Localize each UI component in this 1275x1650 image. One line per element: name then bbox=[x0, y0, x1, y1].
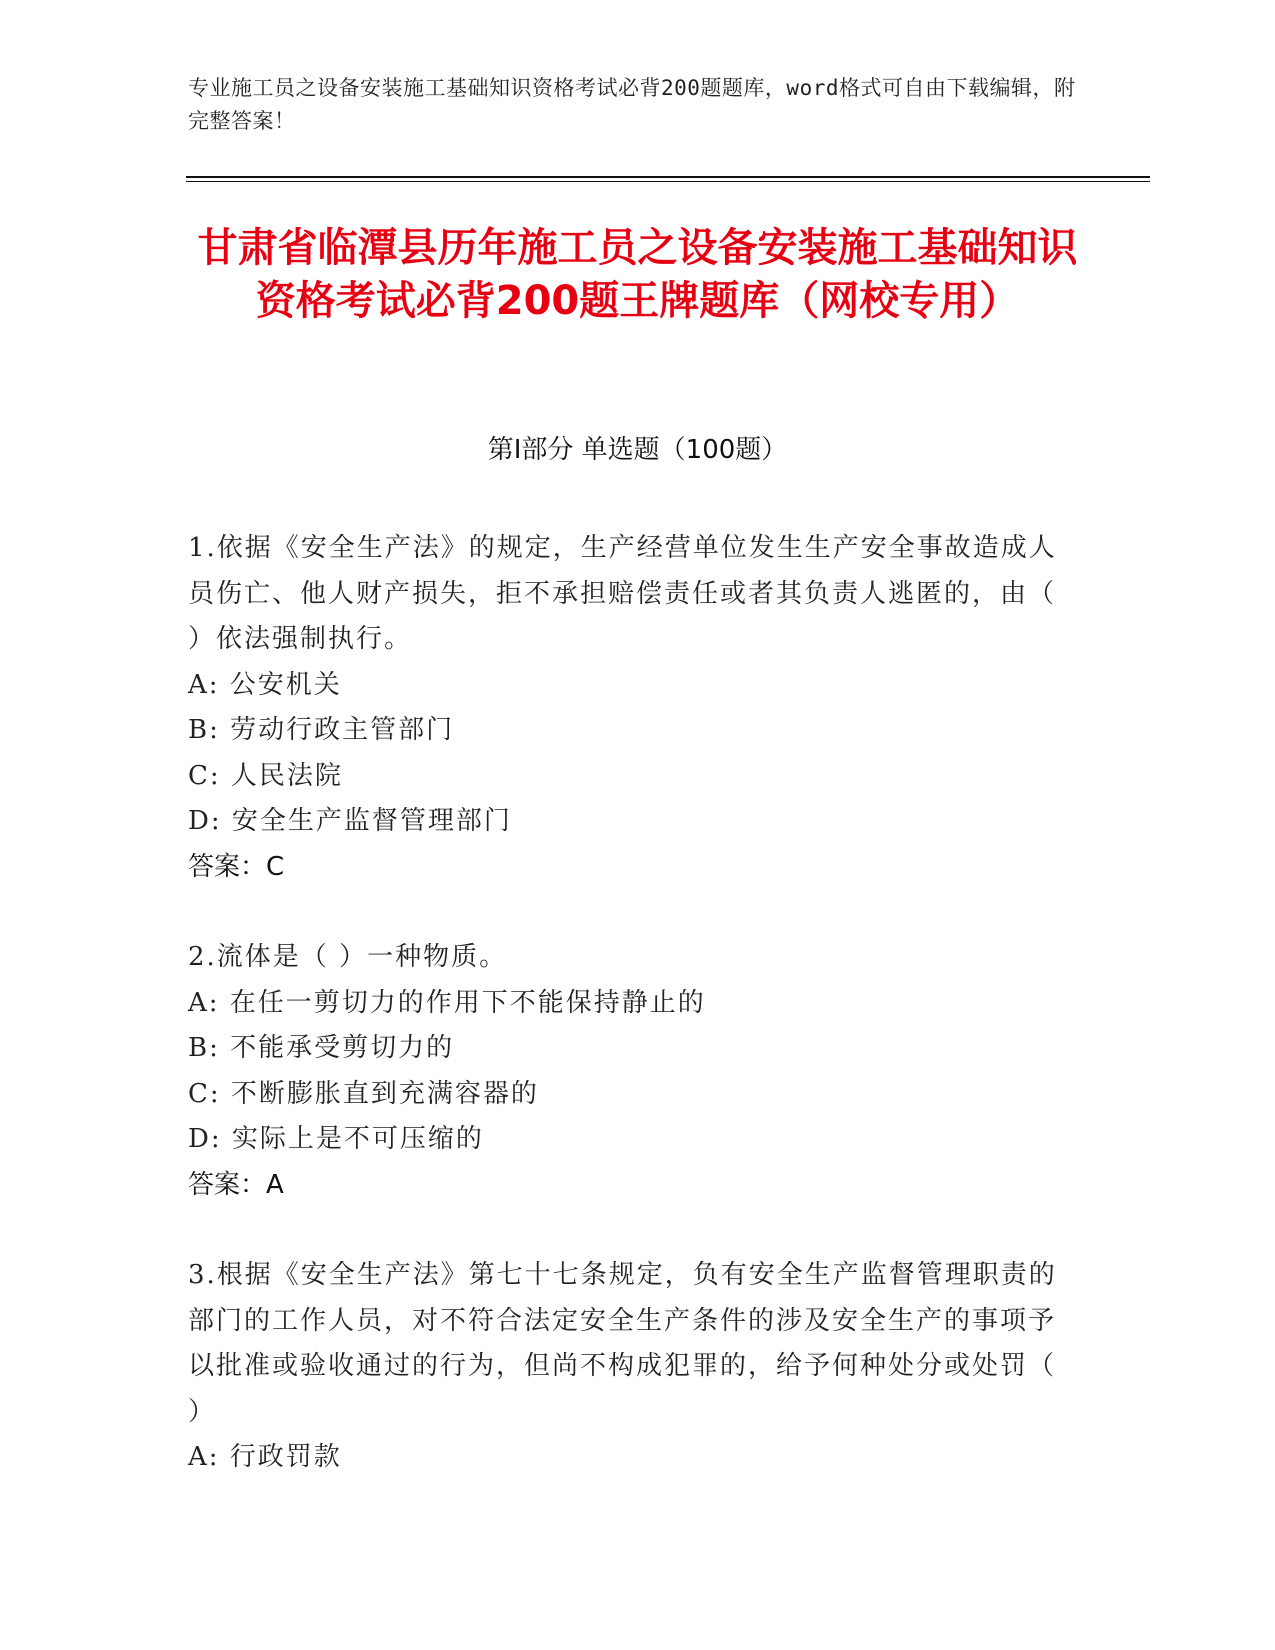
question-2 bbox=[188, 935, 1068, 1208]
option-b: B: 不能承受剪切力的 bbox=[188, 1033, 455, 1063]
header-divider bbox=[186, 176, 1150, 182]
document-title: 甘肃省临潭县历年施工员之设备安装施工基础知识资格考试必背200题王牌题库（网校专用） bbox=[197, 225, 1078, 324]
answer: 答案：A bbox=[188, 1169, 284, 1200]
question-3 bbox=[188, 1253, 1068, 1481]
option-a: A: 公安机关 bbox=[188, 669, 342, 700]
question-1 bbox=[188, 526, 1068, 890]
answer: 答案：C bbox=[188, 851, 285, 882]
section-title: 第Ⅰ部分 单选题（100题） bbox=[487, 435, 788, 465]
option-d: D: 实际上是不可压缩的 bbox=[188, 1124, 484, 1154]
question-list bbox=[188, 526, 1068, 1481]
option-b: B: 劳动行政主管部门 bbox=[188, 715, 455, 745]
option-a: A: 行政罚款 bbox=[188, 1442, 342, 1472]
question-stem: 3.根据《安全生产法》第七十七条规定，负有安全生产监督管理职责的部门的工作人员，对不符合法定安全生产条件的涉及安全生产的事项予以批准或验收通过的行为，但尚不构成犯罪的，给予何种处分或处罚（ ） bbox=[188, 1260, 1057, 1427]
option-d: D: 安全生产监督管理部门 bbox=[188, 806, 512, 836]
header-note: 专业施工员之设备安装施工基础知识资格考试必背200题题库，word格式可自由下载编辑，附完整答案！ bbox=[188, 76, 1076, 133]
option-c: C: 不断膨胀直到充满容器的 bbox=[188, 1078, 539, 1109]
option-a: A: 在任一剪切力的作用下不能保持静止的 bbox=[188, 987, 706, 1018]
question-stem: 1.依据《安全生产法》的规定，生产经营单位发生生产安全事故造成人员伤亡、他人财产损失，拒不承担赔偿责任或者其负责人逃匿的，由（ ）依法强制执行。 bbox=[188, 533, 1057, 654]
question-stem: 2.流体是（ ）一种物质。 bbox=[188, 942, 508, 972]
option-c: C: 人民法院 bbox=[188, 760, 343, 791]
